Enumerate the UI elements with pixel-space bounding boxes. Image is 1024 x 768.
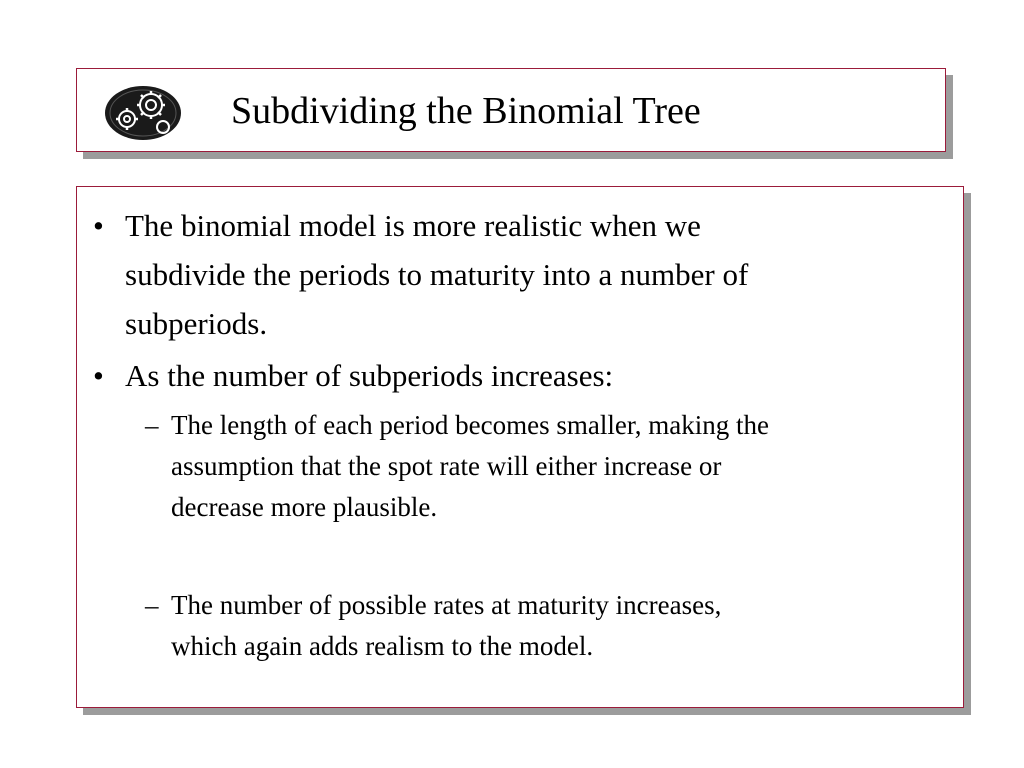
- sub-bullet-line: decrease more plausible.: [171, 492, 438, 522]
- sub-bullet-marker: –: [145, 410, 159, 440]
- sub-bullet-line: The length of each period becomes smaller, making the: [171, 410, 769, 440]
- bullet-marker: •: [93, 358, 104, 393]
- bullet-line: subdivide the periods to maturity into a number of: [125, 257, 749, 292]
- sub-bullet-marker: –: [145, 590, 159, 620]
- bullet-marker: •: [93, 208, 104, 243]
- sub-bullet-line: assumption that the spot rate will either increase or: [171, 451, 722, 481]
- bullet-line: As the number of subperiods increases:: [125, 358, 614, 393]
- gears-icon: [103, 83, 187, 145]
- bullet-item: [125, 201, 748, 348]
- title-frame: [76, 68, 946, 152]
- bullet-item: [125, 351, 613, 400]
- sub-bullet-item: [171, 585, 721, 667]
- sub-bullet-item: [171, 405, 769, 528]
- bullet-line: subperiods.: [125, 306, 268, 341]
- slide-title: Subdividing the Binomial Tree: [231, 90, 701, 132]
- sub-bullet-line: which again adds realism to the model.: [171, 631, 594, 661]
- content-frame: [76, 186, 964, 708]
- bullet-line: The binomial model is more realistic when we: [125, 208, 701, 243]
- sub-bullet-line: The number of possible rates at maturity increases,: [171, 590, 722, 620]
